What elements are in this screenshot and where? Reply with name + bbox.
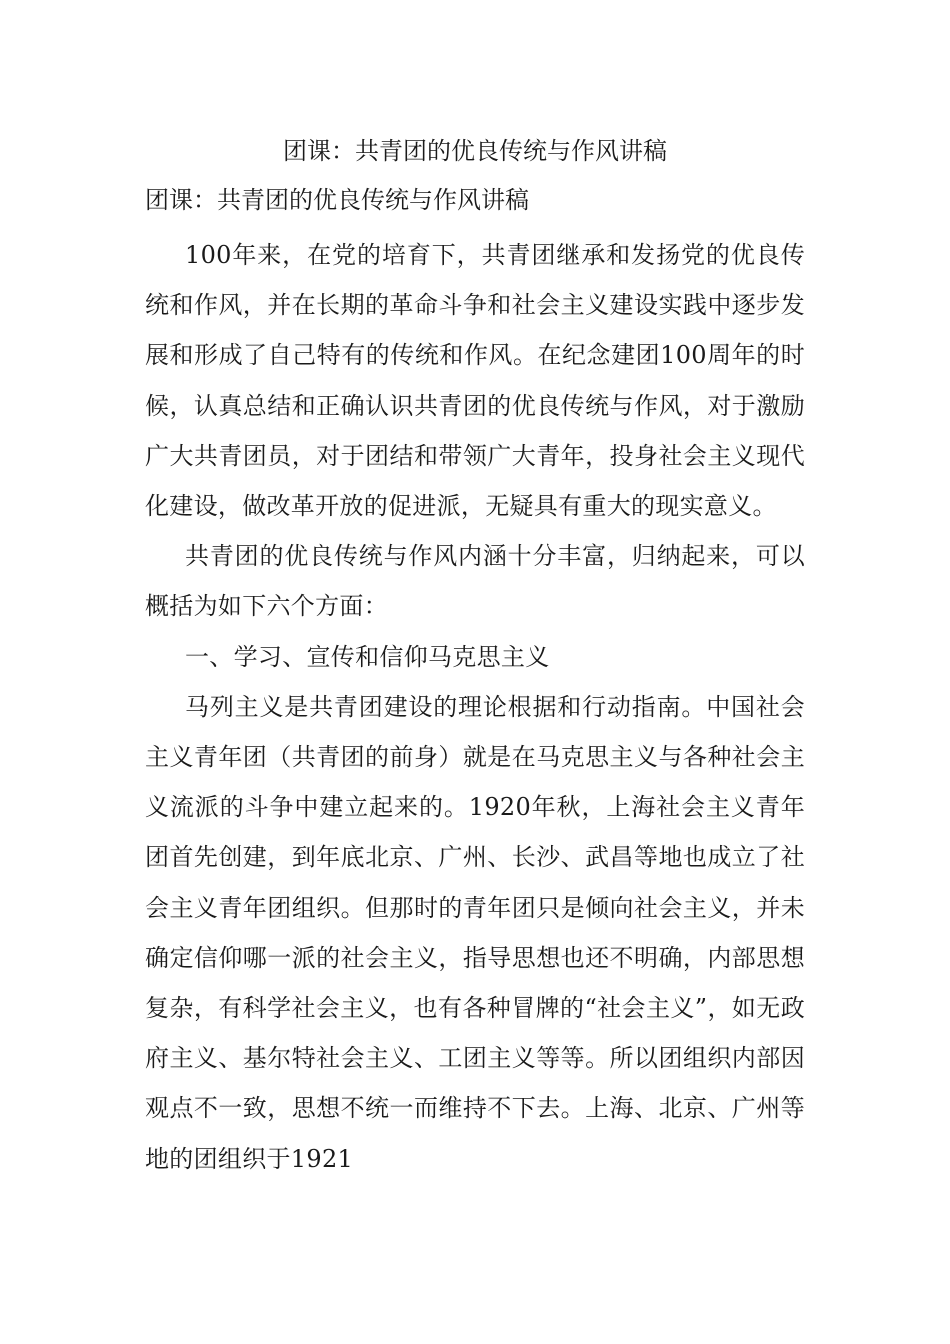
paragraph-summary: 共青团的优良传统与作风内涵十分丰富，归纳起来，可以概括为如下六个方面： bbox=[145, 542, 805, 621]
paragraph-intro: 100年来，在党的培育下，共青团继承和发扬党的优良传统和作风，并在长期的革命斗争和社会主义建设实践中逐步发展和形成了自己特有的传统和作风。在纪念建团100周年的时候，认真总结和正确认识共青团的优良传统与作风，对于激励广大共青团员，对于团结和带领广大青年，投身社会主义现代化建设，做改革开放的促进派，无疑具有重大的现实意义。 bbox=[145, 241, 805, 521]
document-subtitle: 团课：共青团的优良传统与作风讲稿 bbox=[145, 186, 529, 214]
section-heading-1: 一、学习、宣传和信仰马克思主义 bbox=[185, 642, 550, 671]
document-body bbox=[145, 230, 805, 1184]
paragraph-marxism: 马列主义是共青团建设的理论根据和行动指南。中国社会主义青年团（共青团的前身）就是在马克思主义与各种社会主义流派的斗争中建立起来的。1920年秋，上海社会主义青年团首先创建，到年底北京、广州、长沙、武昌等地也成立了社会主义青年团组织。但那时的青年团只是倾向社会主义，并未确定信仰哪一派的社会主义，指导思想也还不明确，内部思想复杂，有科学社会主义，也有各种冒牌的“社会主义”，如无政府主义、基尔特社会主义、工团主义等等。所以团组织内部因观点不一致，思想不统一而维持不下去。上海、北京、广州等地的团组织于1921 bbox=[145, 692, 805, 1173]
document-title: 团课：共青团的优良传统与作风讲稿 bbox=[283, 137, 667, 165]
